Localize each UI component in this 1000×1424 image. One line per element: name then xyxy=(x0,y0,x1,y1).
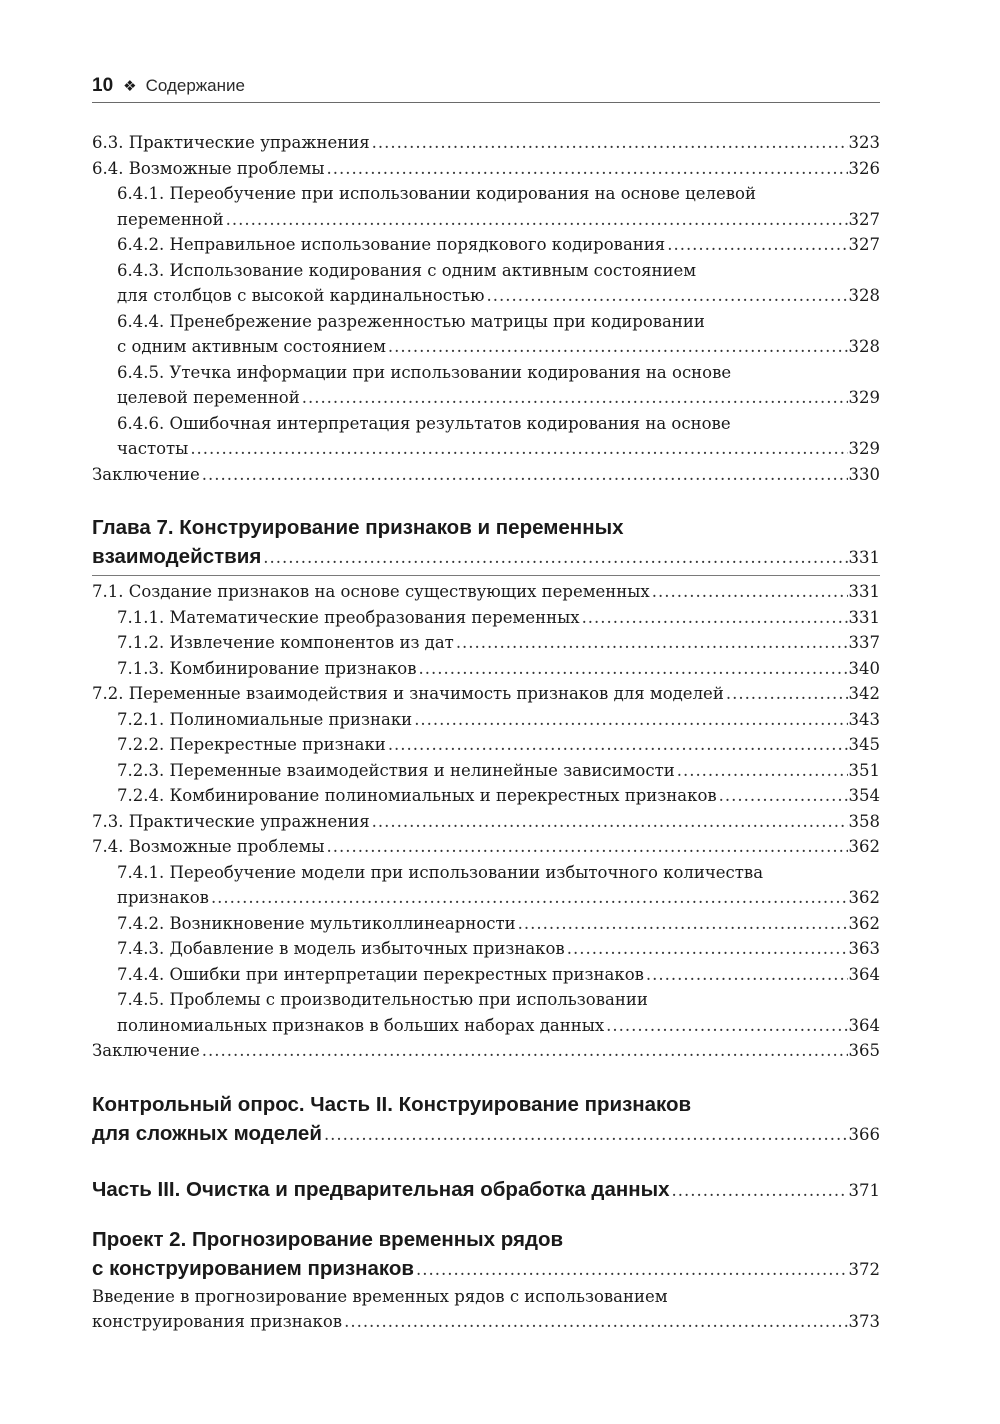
toc-page-number: 331 xyxy=(848,607,880,627)
toc-entry[interactable] xyxy=(92,1038,880,1064)
toc-page-number: 362 xyxy=(848,888,880,907)
toc-entry-title: 7.1.3. Комбинирование признаков xyxy=(117,658,417,678)
toc-page-number: 366 xyxy=(848,1124,880,1144)
dot-leader xyxy=(582,605,848,631)
toc-entry-title: Часть III. Очистка и предварительная обработка данных xyxy=(92,1177,670,1201)
toc-entry[interactable] xyxy=(117,936,880,962)
toc-entry-title: 7.3. Практические упражнения xyxy=(92,811,370,831)
toc-entry-title: 7.4.4. Ошибки при интерпретации перекрестных признаков xyxy=(117,964,644,984)
toc-page-number: 340 xyxy=(848,658,880,678)
toc-entry-title: для сложных моделей xyxy=(92,1121,322,1145)
toc-entry-title: взаимодействия xyxy=(92,545,262,568)
dot-leader xyxy=(726,681,848,707)
toc-entry-title-line: 6.4.3. Использование кодирования с одним активным состоянием xyxy=(117,260,697,280)
toc-entry-title: Заключение xyxy=(92,1041,200,1060)
toc-part-heading[interactable] xyxy=(92,1175,880,1205)
toc-page-number: 343 xyxy=(848,709,880,729)
toc-page-number: 328 xyxy=(848,337,880,356)
toc-page-number: 331 xyxy=(848,548,880,567)
toc-entry-title: переменной xyxy=(117,209,224,229)
dot-leader xyxy=(606,1013,847,1039)
toc-page-number: 327 xyxy=(848,209,880,229)
dot-leader xyxy=(652,579,848,605)
toc-page-number: 362 xyxy=(848,913,880,933)
toc-entry[interactable] xyxy=(92,462,880,488)
dot-leader xyxy=(202,1038,848,1064)
toc-entry-title-line: Глава 7. Конструирование признаков и переменных xyxy=(92,516,624,539)
toc-page-number: 362 xyxy=(848,837,880,856)
dot-leader xyxy=(677,758,848,784)
toc-entry-title-line: 6.4.5. Утечка информации при использовании кодирования на основе xyxy=(117,362,732,382)
dot-leader xyxy=(327,156,848,182)
toc-page-number: 345 xyxy=(848,735,880,754)
toc-entry-title-line: 7.4.1. Переобучение модели при использовании избыточного количества xyxy=(117,862,764,882)
toc-entry-title: 7.4.3. Добавление в модель избыточных признаков xyxy=(117,939,565,958)
toc-page-number: 329 xyxy=(848,388,880,407)
toc-entry-title: частоты xyxy=(117,439,189,458)
toc-entry-title: целевой переменной xyxy=(117,388,300,407)
toc-entry-title: 6.4. Возможные проблемы xyxy=(92,158,325,178)
running-header xyxy=(92,70,880,103)
toc-entry-title: 7.2.3. Переменные взаимодействия и нелинейные зависимости xyxy=(117,760,675,780)
toc-entry-title-line: Проект 2. Прогнозирование временных рядов xyxy=(92,1227,564,1251)
toc-page-number: 358 xyxy=(848,811,880,831)
dot-leader xyxy=(456,630,848,656)
toc-page-number: 364 xyxy=(848,964,880,984)
toc-entry[interactable] xyxy=(92,809,880,835)
toc-entry-title: 6.3. Практические упражнения xyxy=(92,133,370,152)
dot-leader xyxy=(388,732,848,758)
dot-leader xyxy=(567,936,848,962)
toc-entry[interactable] xyxy=(117,783,880,809)
toc-entry-title: с одним активным состоянием xyxy=(117,337,386,356)
dot-leader xyxy=(518,911,848,937)
table-of-contents xyxy=(92,130,880,1335)
dot-leader xyxy=(646,962,848,988)
toc-entry-title: 7.1.2. Извлечение компонентов из дат xyxy=(117,633,454,652)
dot-leader xyxy=(486,283,847,309)
dot-leader xyxy=(324,1119,848,1149)
dot-leader xyxy=(419,656,848,682)
toc-entry[interactable] xyxy=(117,962,880,988)
toc-page-number: 363 xyxy=(848,939,880,958)
toc-entry[interactable] xyxy=(117,987,880,1038)
toc-entry[interactable] xyxy=(92,130,880,156)
toc-entry-title: 6.4.2. Неправильное использование порядкового кодирования xyxy=(117,235,666,254)
toc-entry[interactable] xyxy=(117,309,880,360)
toc-page-number: 328 xyxy=(848,286,880,305)
dot-leader xyxy=(388,334,848,360)
dot-leader xyxy=(302,385,848,411)
toc-entry[interactable] xyxy=(92,156,880,182)
toc-entry-title: 7.1. Создание признаков на основе существующих переменных xyxy=(92,582,650,601)
page-number: 10 xyxy=(92,75,114,96)
toc-page-number: 354 xyxy=(848,786,880,805)
dot-leader xyxy=(327,834,848,860)
toc-page-number: 351 xyxy=(848,760,880,780)
dot-leader xyxy=(211,885,848,911)
toc-entry-title: 7.2.4. Комбинирование полиномиальных и перекрестных признаков xyxy=(117,786,717,805)
toc-page-number: 331 xyxy=(848,582,880,601)
toc-entry[interactable] xyxy=(117,732,880,758)
toc-entry[interactable] xyxy=(117,181,880,232)
toc-project-heading[interactable] xyxy=(92,1225,880,1284)
dot-leader xyxy=(414,707,847,733)
toc-entry-title: для столбцов с высокой кардинальностью xyxy=(117,286,485,305)
dot-leader xyxy=(202,462,848,488)
toc-entry[interactable] xyxy=(117,860,880,911)
toc-entry-title: 7.4. Возможные проблемы xyxy=(92,837,325,856)
dot-leader xyxy=(344,1309,847,1335)
toc-page-number: 327 xyxy=(848,235,880,254)
toc-entry-title: Заключение xyxy=(92,464,200,484)
toc-entry[interactable] xyxy=(92,681,880,707)
diamond-ornament-icon: ❖ xyxy=(123,77,137,95)
toc-entry-title-line: Контрольный опрос. Часть II. Конструирование признаков xyxy=(92,1092,692,1116)
dot-leader xyxy=(190,436,847,462)
toc-page-number: 329 xyxy=(848,439,880,458)
toc-entry-title: признаков xyxy=(117,888,209,907)
toc-page-number: 342 xyxy=(848,684,880,703)
toc-page-number: 337 xyxy=(848,633,880,652)
running-title: Содержание xyxy=(145,76,245,95)
dot-leader xyxy=(719,783,848,809)
toc-entry-title: конструирования признаков xyxy=(92,1312,343,1331)
toc-chapter-heading[interactable] xyxy=(92,513,880,576)
dot-leader xyxy=(372,809,848,835)
toc-entry-title: 7.2.2. Перекрестные признаки xyxy=(117,735,386,754)
toc-entry-title: 7.4.2. Возникновение мультиколлинеарности xyxy=(117,913,516,933)
toc-entry[interactable] xyxy=(117,911,880,937)
toc-page-number: 330 xyxy=(848,464,880,484)
toc-entry[interactable] xyxy=(117,258,880,309)
toc-entry-title-line: 6.4.6. Ошибочная интерпретация результатов кодирования на основе xyxy=(117,413,731,433)
toc-entry[interactable] xyxy=(117,605,880,631)
dot-leader xyxy=(672,1175,848,1205)
toc-page-number: 364 xyxy=(848,1015,880,1035)
toc-entry-title: 7.1.1. Математические преобразования переменных xyxy=(117,607,580,627)
toc-entry[interactable] xyxy=(117,758,880,784)
toc-entry-title-line: 6.4.4. Пренебрежение разреженностью матрицы при кодировании xyxy=(117,311,705,331)
dot-leader xyxy=(372,130,848,156)
toc-entry[interactable] xyxy=(117,630,880,656)
toc-entry[interactable] xyxy=(92,579,880,605)
toc-part-heading[interactable] xyxy=(92,1090,880,1149)
toc-entry[interactable] xyxy=(92,834,880,860)
dot-leader xyxy=(263,542,847,572)
toc-entry-title-line: 7.4.5. Проблемы с производительностью при использовании xyxy=(117,990,648,1009)
toc-entry[interactable] xyxy=(117,232,880,258)
toc-entry[interactable] xyxy=(117,360,880,411)
toc-entry-title: с конструированием признаков xyxy=(92,1256,415,1280)
toc-page-number: 326 xyxy=(848,158,880,178)
toc-entry-title-line: 6.4.1. Переобучение при использовании кодирования на основе целевой xyxy=(117,184,756,203)
toc-page-number: 371 xyxy=(848,1180,880,1200)
toc-entry-title-line: Введение в прогнозирование временных рядов с использованием xyxy=(92,1286,668,1306)
toc-entry-title: полиномиальных признаков в больших наборах данных xyxy=(117,1015,605,1035)
toc-entry[interactable] xyxy=(117,411,880,462)
toc-entry-title: 7.2. Переменные взаимодействия и значимость признаков для моделей xyxy=(92,684,724,703)
toc-page-number: 372 xyxy=(848,1259,880,1279)
dot-leader xyxy=(226,207,848,233)
toc-entry[interactable] xyxy=(117,707,880,733)
dot-leader xyxy=(416,1254,847,1284)
toc-entry[interactable] xyxy=(117,656,880,682)
toc-page-number: 365 xyxy=(848,1041,880,1060)
toc-entry-title: 7.2.1. Полиномиальные признаки xyxy=(117,709,413,729)
toc-entry[interactable] xyxy=(92,1284,880,1335)
toc-page-number: 323 xyxy=(848,133,880,152)
dot-leader xyxy=(667,232,847,258)
toc-page-number: 373 xyxy=(848,1312,880,1331)
